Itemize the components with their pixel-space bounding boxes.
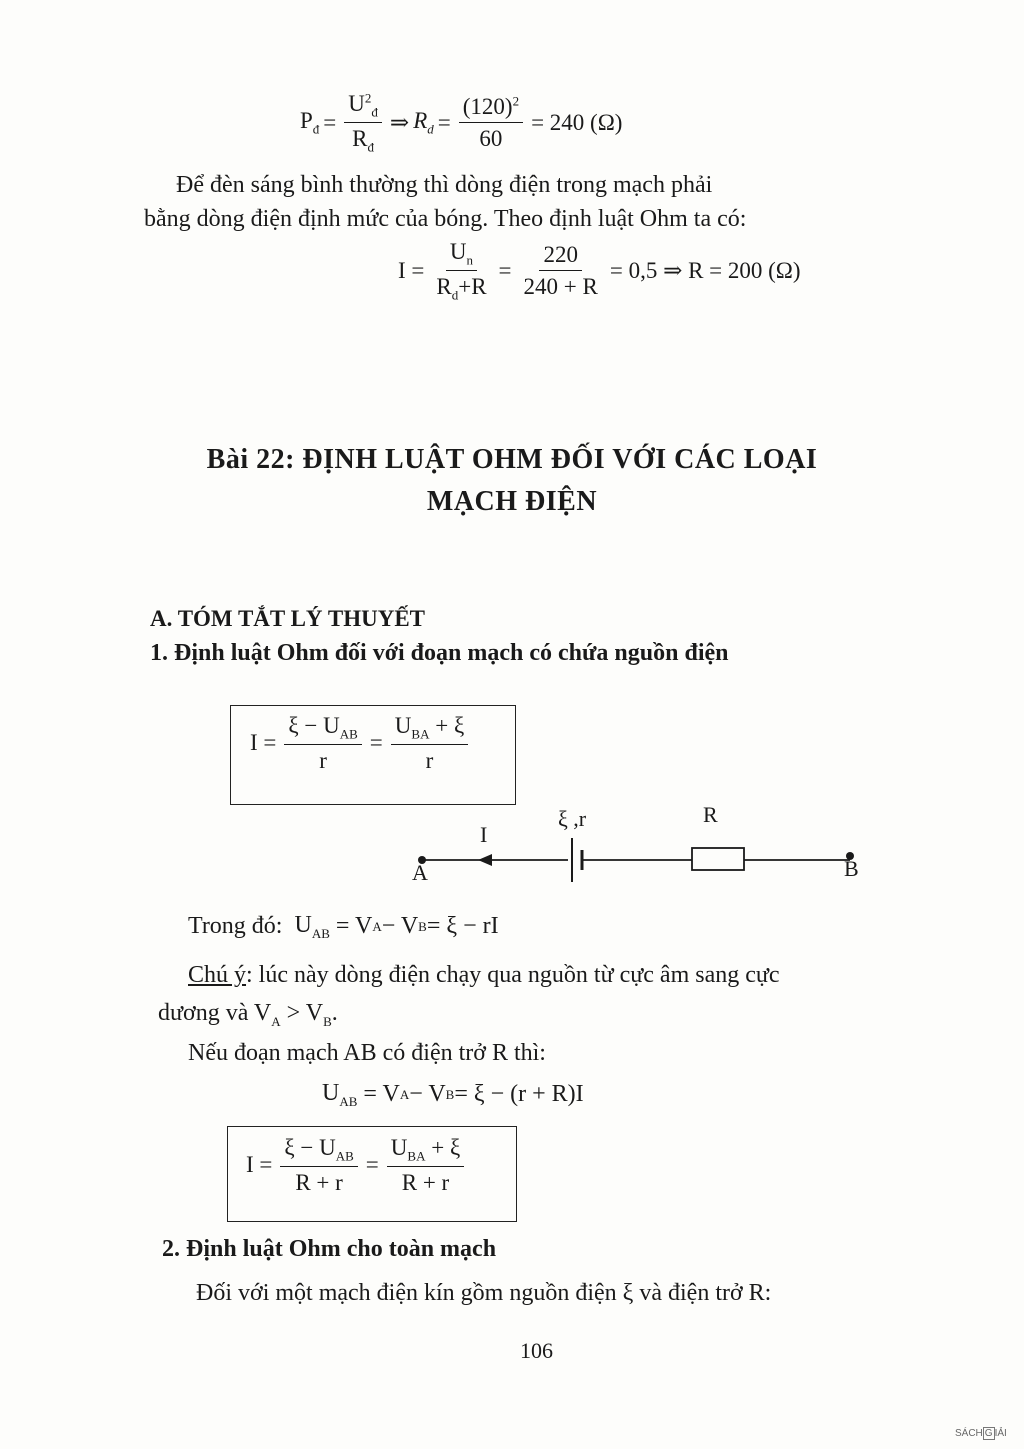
label-source: ξ ,r bbox=[558, 806, 587, 831]
fraction-un: $\frac{U_n}{R_d+R}$ bbox=[436, 239, 487, 303]
lesson-title: Bài 22: ĐỊNH LUẬT OHM ĐỐI VỚI CÁC LOẠI bbox=[206, 444, 818, 475]
note-line: Chú ý: lúc này dòng điện chạy qua nguồn từ cực âm sang cực bbox=[188, 962, 780, 988]
formula-uab-with-r: $U_{AB}$ = V A − V B = ξ − (r + R)I bbox=[322, 1080, 584, 1109]
label-b: B bbox=[844, 856, 859, 881]
current-arrow bbox=[478, 854, 492, 866]
note-line-2: dương và $V_A > V_B$. bbox=[158, 1000, 338, 1029]
lesson-title-line2: MẠCH ĐIỆN bbox=[426, 486, 598, 517]
label-current: I bbox=[480, 822, 488, 847]
formula-current: I = $\frac{U_n}{R_d+R}$ = $\frac{220}{240 + R}$ = 0,5 ⇒ R = 200 (Ω) bbox=[398, 239, 801, 303]
fraction-120-60: $\frac{(120)^2}{60}$ bbox=[459, 93, 523, 153]
subsection-heading-2: 2. Định luật Ohm cho toàn mạch bbox=[162, 1236, 497, 1262]
page-number: 106 bbox=[520, 1338, 553, 1363]
formula-ohm-segment: I = $\frac{\xi - U_{AB}}{r}$ = $\frac{U_{BA} + \xi}{r}$ bbox=[246, 712, 472, 775]
subsection-heading: 1. Định luật Ohm đối với đoạn mạch có chứa nguồn điện bbox=[150, 640, 729, 666]
formula-power: $P_đ$ = $\frac{U^2_đ}{R_đ}$ ⇒ $R_d$ = $\frac{(120)^2}{60}$ = 240 (Ω) bbox=[300, 90, 623, 155]
resistor bbox=[692, 848, 744, 870]
fraction-220: $\frac{220}{240 + R}$ bbox=[523, 241, 598, 300]
circuit-diagram bbox=[400, 800, 880, 890]
paragraph-line: Để đèn sáng bình thường thì dòng điện trong mạch phải bbox=[176, 172, 713, 198]
formula-uab-definition: Trong đó: $U_{AB}$ = V A − V B = ξ − rI bbox=[188, 912, 499, 941]
paragraph-line: Nếu đoạn mạch AB có điện trở R thì: bbox=[188, 1040, 546, 1066]
paragraph-line: bằng dòng điện định mức của bóng. Theo định luật Ohm ta có: bbox=[144, 206, 747, 232]
section-heading: A. TÓM TẮT LÝ THUYẾT bbox=[150, 606, 426, 631]
label-a: A bbox=[412, 860, 428, 885]
publisher-logo: SÁCH G IẢI bbox=[955, 1428, 1007, 1439]
formula-ohm-segment-r: I = $\frac{\xi - U_{AB}}{R + r}$ = $\frac{U_{BA} + \xi}{R + r}$ bbox=[242, 1134, 468, 1197]
fraction-ud-rd: $\frac{U^2_đ}{R_đ}$ bbox=[344, 90, 382, 155]
label-resistor: R bbox=[703, 802, 718, 827]
paragraph-line: Đối với một mạch điện kín gồm nguồn điện ξ và điện trở R: bbox=[196, 1280, 772, 1306]
